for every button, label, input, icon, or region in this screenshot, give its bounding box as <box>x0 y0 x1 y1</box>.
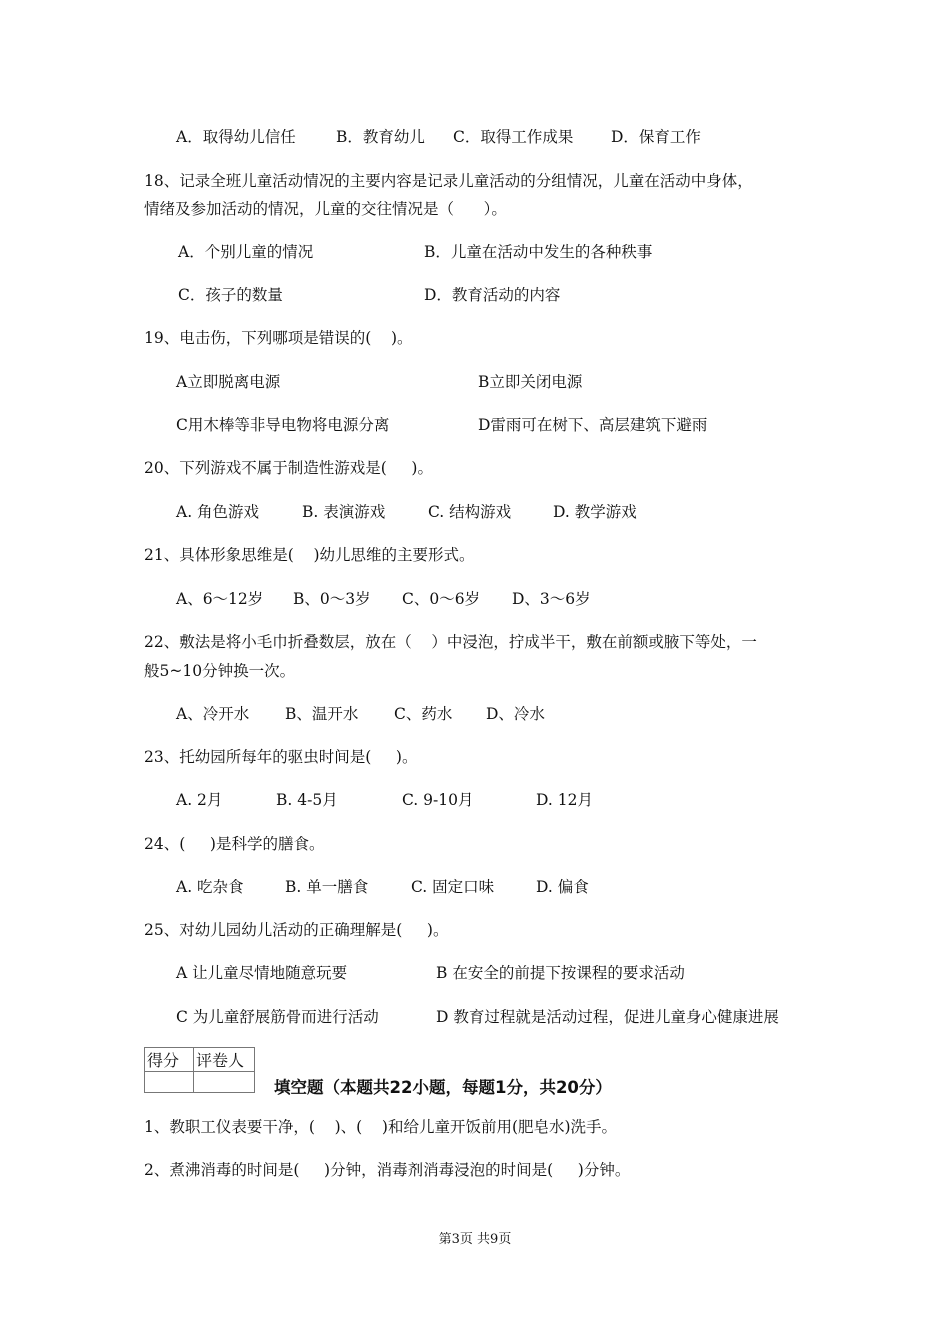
grader-header: 评卷人 <box>194 1048 255 1072</box>
q18-stem-line2: 情绪及参加活动的情况，儿童的交往情况是（ ）。 <box>144 200 507 218</box>
q17-option-c: C．取得工作成果 <box>453 128 574 146</box>
q23-option-c: C. 9-10月 <box>402 791 474 809</box>
fill-question-1: 1、教职工仪表要干净，( )、( )和给儿童开饭前用(肥皂水)洗手。 <box>144 1118 618 1136</box>
q19-option-d: D雷雨可在树下、高层建筑下避雨 <box>478 416 708 434</box>
q22-option-c: C、药水 <box>394 705 453 723</box>
q19-option-b: B立即关闭电源 <box>478 373 583 391</box>
q24-option-c: C. 固定口味 <box>411 878 495 896</box>
score-header: 得分 <box>145 1048 194 1072</box>
q21-option-a: A、6～12岁 <box>176 590 264 608</box>
q18-option-c: C．孩子的数量 <box>178 286 283 304</box>
q19-stem: 19、电击伤，下列哪项是错误的( )。 <box>144 329 413 347</box>
q25-option-b: B 在安全的前提下按课程的要求活动 <box>436 964 685 982</box>
q24-option-d: D. 偏食 <box>536 878 589 896</box>
q22-option-a: A、冷开水 <box>176 705 250 723</box>
page-footer: 第3页 共9页 <box>438 1232 512 1247</box>
q18-option-b: B．儿童在活动中发生的各种秩事 <box>424 243 653 261</box>
score-table <box>144 1047 255 1093</box>
q20-option-a: A. 角色游戏 <box>176 503 260 521</box>
section-title: 填空题（本题共22小题，每题1分，共20分） <box>274 1078 612 1097</box>
q19-option-c: C用木棒等非导电物将电源分离 <box>176 416 390 434</box>
q25-option-c: C 为儿童舒展筋骨而进行活动 <box>176 1008 379 1026</box>
q17-option-b: B．教育幼儿 <box>336 128 425 146</box>
score-cell <box>145 1072 194 1093</box>
fill-question-2: 2、煮沸消毒的时间是( )分钟，消毒剂消毒浸泡的时间是( )分钟。 <box>144 1161 631 1179</box>
q17-option-d: D．保育工作 <box>611 128 701 146</box>
q19-option-a: A立即脱离电源 <box>176 373 281 391</box>
q18-option-a: A．个别儿童的情况 <box>178 243 314 261</box>
q20-stem: 20、下列游戏不属于制造性游戏是( )。 <box>144 459 433 477</box>
q25-option-a: A 让儿童尽情地随意玩要 <box>176 964 348 982</box>
q20-option-d: D. 教学游戏 <box>553 503 637 521</box>
q25-stem: 25、对幼儿园幼儿活动的正确理解是( )。 <box>144 921 449 939</box>
q18-option-d: D．教育活动的内容 <box>424 286 561 304</box>
q21-option-d: D、3～6岁 <box>512 590 591 608</box>
q18-stem-line1: 18、记录全班儿童活动情况的主要内容是记录儿童活动的分组情况，儿童在活动中身体， <box>144 172 753 190</box>
grader-cell <box>194 1072 255 1093</box>
q22-option-d: D、冷水 <box>486 705 545 723</box>
q21-stem: 21、具体形象思维是( )幼儿思维的主要形式。 <box>144 546 475 564</box>
q25-option-d: D 教育过程就是活动过程，促进儿童身心健康进展 <box>436 1008 779 1026</box>
q17-option-a: A．取得幼儿信任 <box>176 128 296 146</box>
q24-option-b: B. 单一膳食 <box>285 878 369 896</box>
q20-option-b: B. 表演游戏 <box>302 503 386 521</box>
q24-option-a: A. 吃杂食 <box>176 878 244 896</box>
q23-stem: 23、托幼园所每年的驱虫时间是( )。 <box>144 748 418 766</box>
q21-option-b: B、0～3岁 <box>293 590 371 608</box>
q24-stem: 24、( )是科学的膳食。 <box>144 835 325 853</box>
q22-stem-line2: 般5~10分钟换一次。 <box>144 662 296 680</box>
q23-option-b: B. 4-5月 <box>276 791 338 809</box>
q23-option-a: A. 2月 <box>176 791 223 809</box>
q22-option-b: B、温开水 <box>285 705 359 723</box>
q21-option-c: C、0～6岁 <box>402 590 481 608</box>
q20-option-c: C. 结构游戏 <box>428 503 512 521</box>
q23-option-d: D. 12月 <box>536 791 593 809</box>
q22-stem-line1: 22、敷法是将小毛巾折叠数层，放在（ ）中浸泡，拧成半干，敷在前额或腋下等处，一 <box>144 633 757 651</box>
